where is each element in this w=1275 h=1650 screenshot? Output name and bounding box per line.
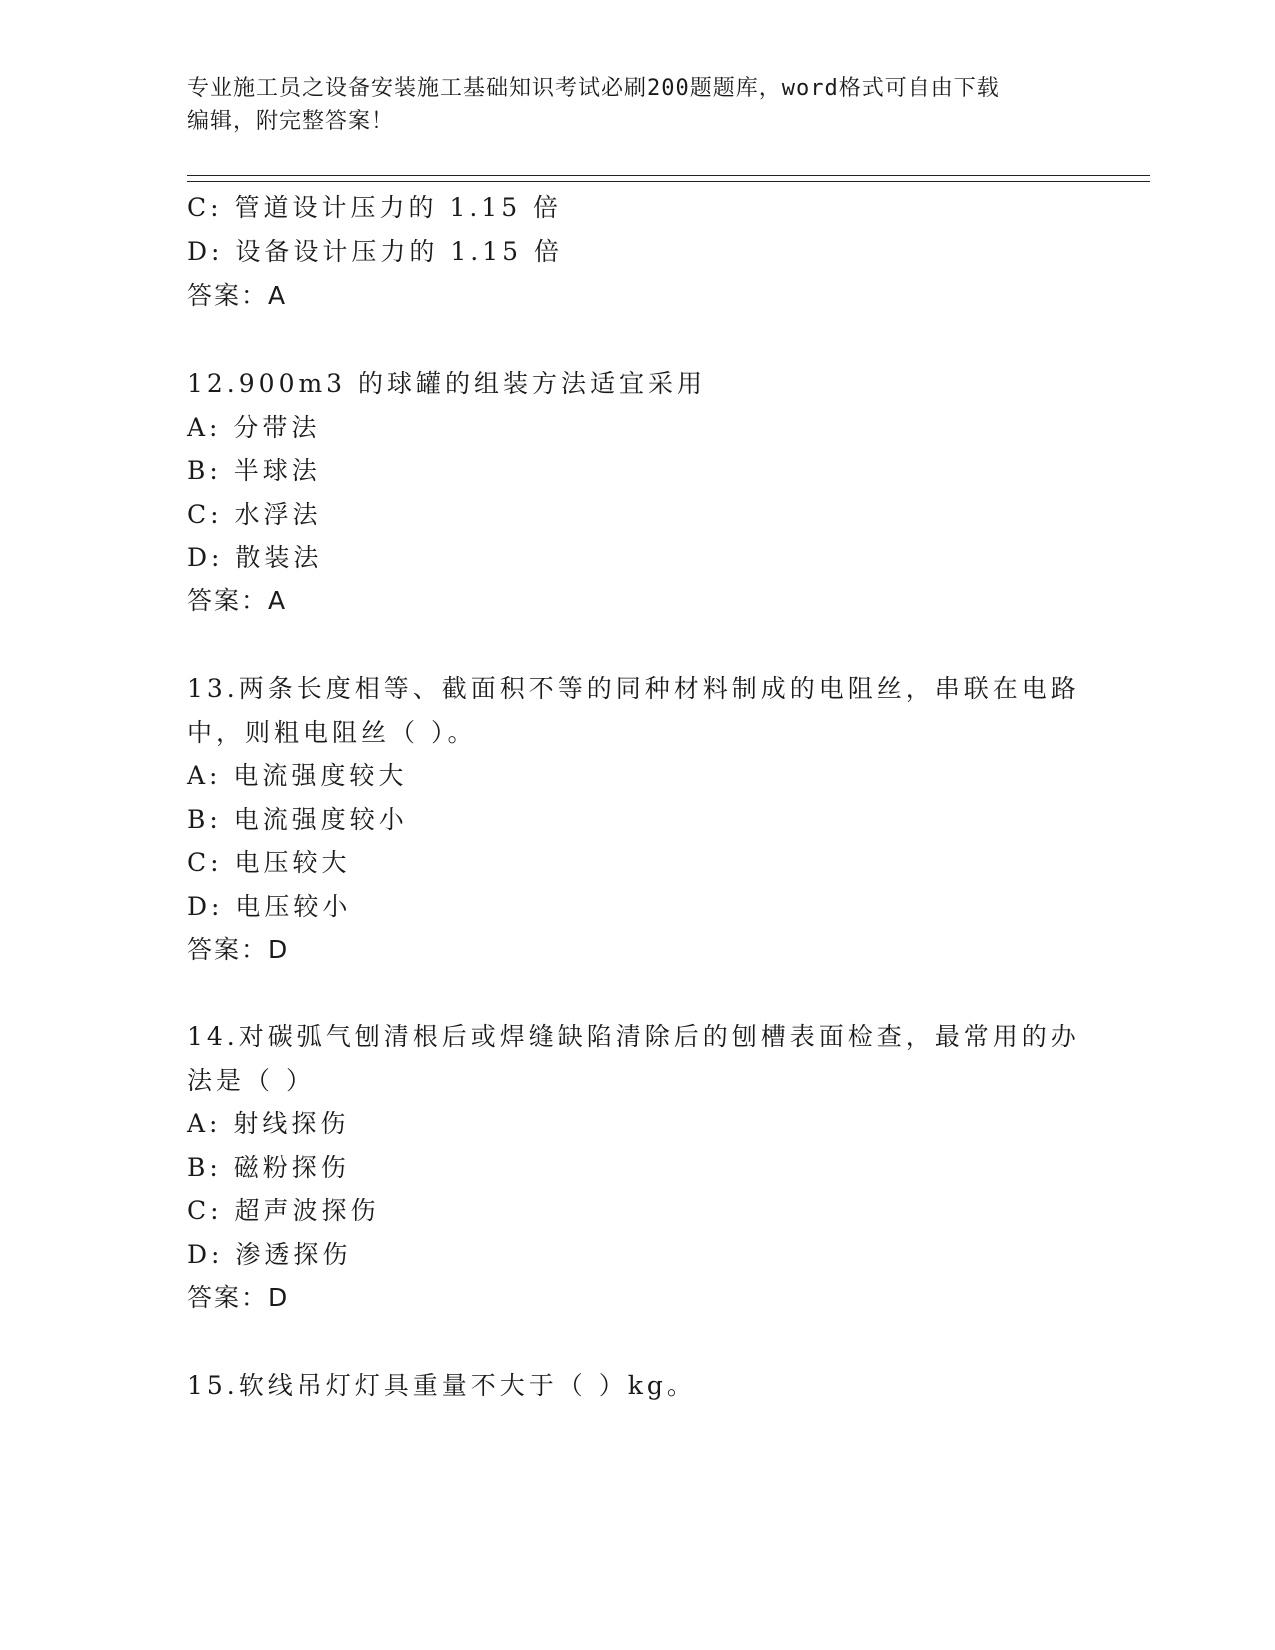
q13-stem-line1: 13.两条长度相等、截面积不等的同种材料制成的电阻丝，串联在电路 [187,674,1080,703]
q13-option-b: B: 电流强度较小 [187,805,408,834]
q14-stem-line1: 14.对碳弧气刨清根后或焊缝缺陷清除后的刨槽表面检查，最常用的办 [187,1022,1080,1051]
q15-stem: 15.软线吊灯灯具重量不大于（ ）kg。 [187,1371,696,1400]
q14-option-d: D: 渗透探伤 [187,1240,352,1269]
header-divider-bottom [187,181,1150,182]
prev-option-c: C: 管道设计压力的 1.15 倍 [187,193,563,222]
q14-option-b: B: 磁粉探伤 [187,1153,350,1182]
q12-option-d: D: 散装法 [187,543,323,572]
prev-answer: 答案：A [187,281,288,310]
prev-option-d: D: 设备设计压力的 1.15 倍 [187,237,563,266]
q12-option-a: A: 分带法 [187,413,321,442]
q14-option-a: A: 射线探伤 [187,1109,350,1138]
q13-option-c: C: 电压较大 [187,848,351,877]
header-title-line1: 专业施工员之设备安装施工基础知识考试必刷200题题库，word格式可自由下载 [187,76,1000,101]
header-divider-top [187,175,1150,176]
q14-answer: 答案：D [187,1283,290,1312]
header-title-line2: 编辑，附完整答案！ [187,109,395,134]
q12-stem: 12.900m3 的球罐的组装方法适宜采用 [187,369,707,398]
q13-stem-line2: 中，则粗电阻丝（ ）。 [187,718,477,747]
q13-option-a: A: 电流强度较大 [187,761,408,790]
q12-option-b: B: 半球法 [187,456,321,485]
q14-stem-line2: 法是（ ） [187,1066,315,1095]
q14-option-c: C: 超声波探伤 [187,1196,380,1225]
q13-answer: 答案：D [187,935,290,964]
q12-option-c: C: 水浮法 [187,500,322,529]
q12-answer: 答案：A [187,586,288,615]
q13-option-d: D: 电压较小 [187,892,352,921]
document-header [187,72,1067,138]
